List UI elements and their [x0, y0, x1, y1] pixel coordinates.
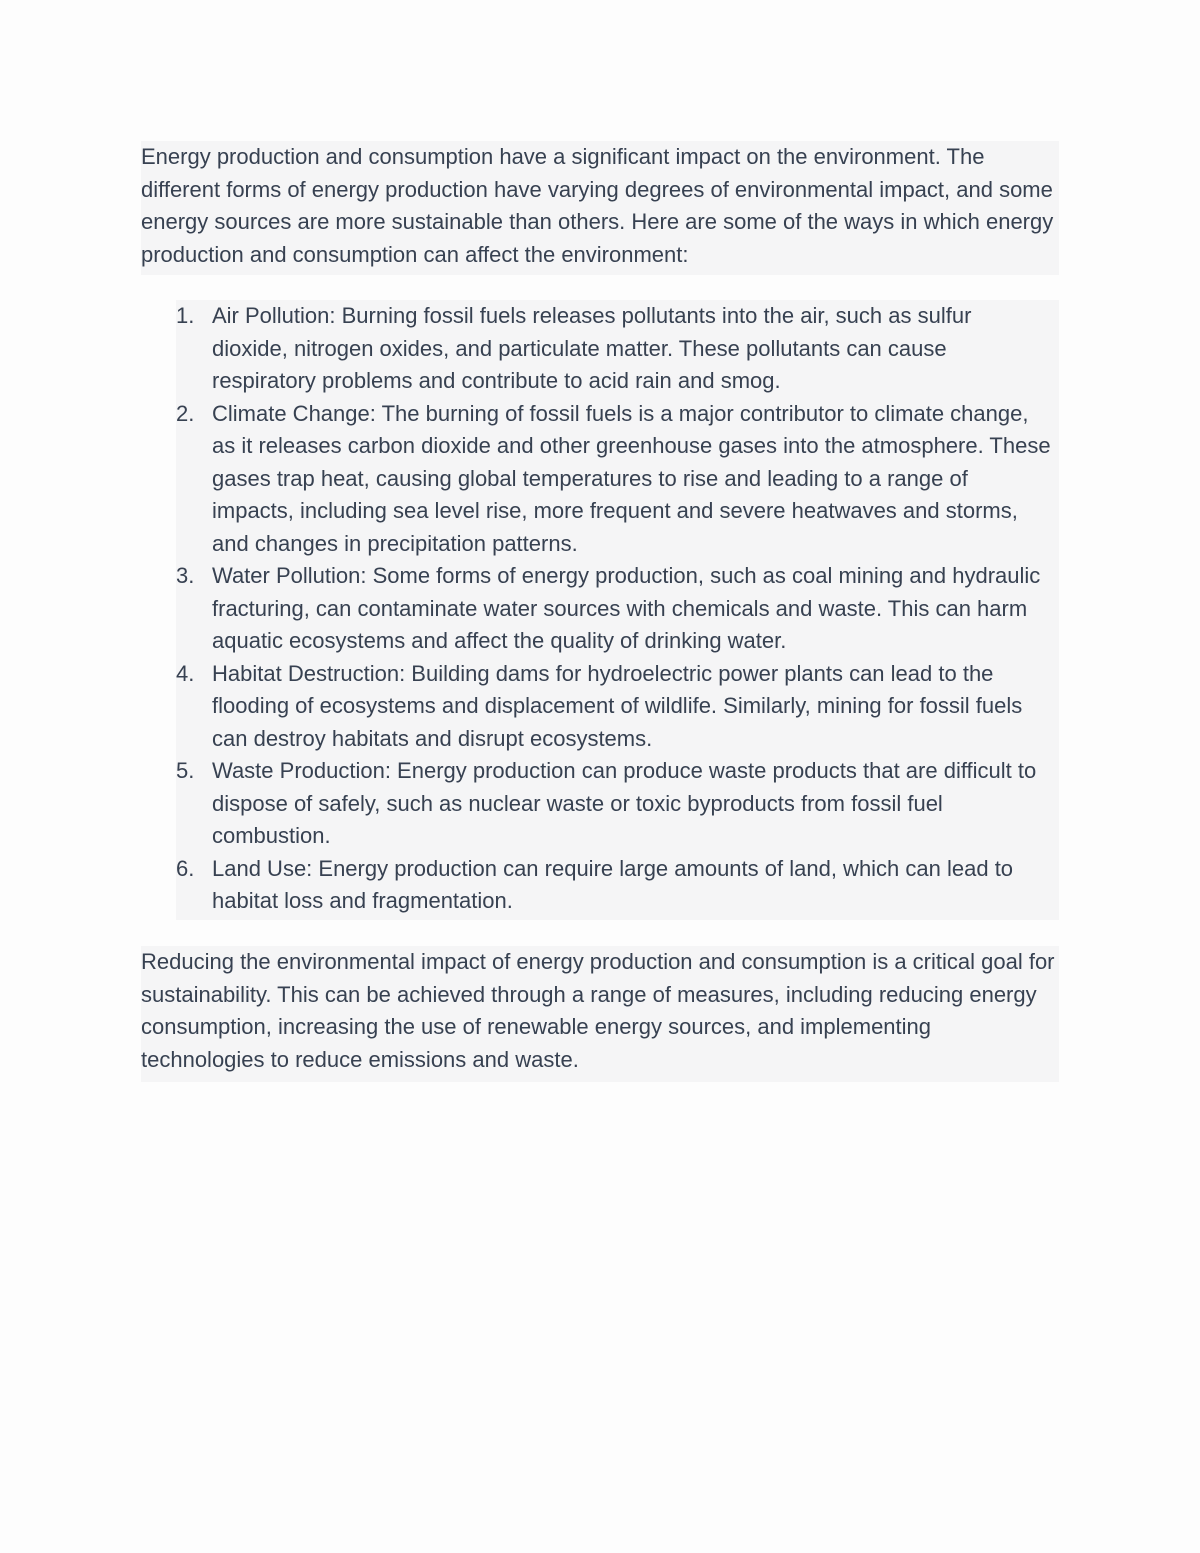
list-item-number: 3. — [176, 563, 195, 588]
list-item — [176, 755, 1059, 853]
list-item-text: Land Use: Energy production can require large amounts of land, which can lead to habitat loss and fragmentation. — [212, 855, 1014, 913]
impact-list-block — [176, 300, 1059, 920]
list-item-number: 5. — [176, 758, 195, 783]
list-item — [176, 300, 1059, 398]
intro-paragraph: Energy production and consumption have a significant impact on the environment. The different forms of energy production have varying degrees of environmental impact, and some energy sources are more sustainable than others. Here are some of the ways in which energy production and consumption can affect the environment: — [141, 144, 1054, 267]
list-item-number: 1. — [176, 303, 195, 328]
list-item — [176, 398, 1059, 561]
list-item — [176, 560, 1059, 658]
closing-paragraph: Reducing the environmental impact of energy production and consumption is a critical goal for sustainability. This can be achieved through a range of measures, including reducing energy consumption, increasing the use of renewable energy sources, and implementing technologies to reduce emissions and waste. — [141, 949, 1055, 1072]
list-item-number: 4. — [176, 660, 195, 686]
list-item-text: Air Pollution: Burning fossil fuels releases pollutants into the air, such as sulfur dioxide, nitrogen oxides, and particulate matter. These pollutants can cause respiratory problems and contribute to acid rain and smog. — [212, 303, 972, 393]
closing-block — [141, 946, 1059, 1082]
list-item-text: Climate Change: The burning of fossil fuels is a major contributor to climate change, as it releases carbon dioxide and other greenhouse gases into the atmosphere. These gases trap heat, causing global temperatures to rise and leading to a range of impacts, including sea level rise, more frequent and severe heatwaves and storms, and changes in precipitation patterns. — [212, 400, 1051, 556]
impact-list — [176, 300, 1059, 918]
list-item — [176, 853, 1059, 918]
list-item-text: Water Pollution: Some forms of energy production, such as coal mining and hydraulic fracturing, can contaminate water sources with chemicals and waste. This can harm aquatic ecosystems and affect the quality of drinking water. — [212, 563, 1041, 653]
list-item-number: 2. — [176, 400, 195, 426]
intro-block — [141, 141, 1059, 275]
list-item-text: Habitat Destruction: Building dams for hydroelectric power plants can lead to the flooding of ecosystems and displacement of wildlife. Similarly, mining for fossil fuels can destroy habitats and disrupt ecosystems. — [212, 660, 1023, 751]
list-item-text: Waste Production: Energy production can produce waste products that are difficult to dispose of safely, such as nuclear waste or toxic byproducts from fossil fuel combustion. — [212, 758, 1037, 848]
list-item — [176, 658, 1059, 756]
list-item-number: 6. — [176, 855, 195, 881]
